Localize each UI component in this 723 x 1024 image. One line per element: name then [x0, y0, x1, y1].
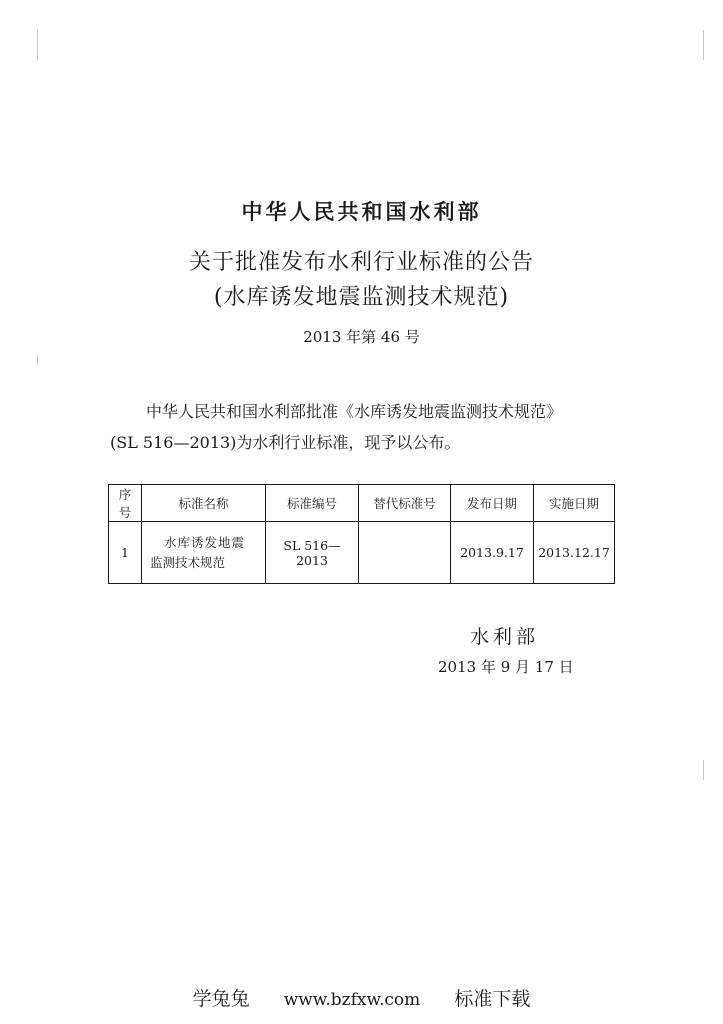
announcement-number: 2013 年第 46 号	[303, 328, 420, 346]
ministry-heading: 中华人民共和国水利部	[241, 199, 482, 224]
body-line-2: (SL 516—2013)为水利行业标准，现予以公布。	[110, 433, 461, 452]
standards-table	[108, 484, 615, 584]
cell-standard-code: SL 516—2013	[266, 522, 359, 584]
header-standard-code: 标准编号	[266, 485, 359, 522]
header-effective-date: 实施日期	[534, 485, 615, 522]
table-row	[109, 522, 615, 584]
header-issue-date: 发布日期	[451, 485, 534, 522]
cell-effective-date: 2013.12.17	[534, 522, 615, 584]
standard-name-line-2: 监测技术规范	[150, 554, 226, 570]
announcement-title: 关于批准发布水利行业标准的公告	[188, 250, 534, 275]
header-replaced-standard: 替代标准号	[359, 485, 451, 522]
body-line-1: 中华人民共和国水利部批准《水库诱发地震监测技术规范》	[146, 402, 563, 421]
cell-replaced-standard	[359, 522, 451, 584]
scan-margin-line-left	[37, 30, 38, 60]
header-standard-name: 标准名称	[142, 485, 266, 522]
cell-serial-no: 1	[109, 522, 142, 584]
scan-margin-line-right-2	[703, 760, 704, 780]
issuer-signature: 水利部	[470, 626, 540, 648]
header-serial-no: 序号	[109, 485, 142, 522]
footer-watermark	[0, 984, 723, 1011]
issue-date: 2013 年 9 月 17 日	[438, 658, 574, 676]
announcement-body	[110, 396, 630, 458]
scan-margin-line-left-2	[37, 355, 38, 365]
cell-issue-date: 2013.9.17	[451, 522, 534, 584]
cell-standard-name	[142, 522, 266, 584]
table-header-row	[109, 485, 615, 522]
footer-url-link[interactable]: www.bzfxw.com	[283, 990, 421, 1010]
footer-tagline: 标准下载	[454, 988, 531, 1010]
announcement-subtitle: (水库诱发地震监测技术规范)	[213, 285, 510, 310]
scan-margin-line-right	[703, 30, 704, 60]
footer-site-name: 学兔兔	[192, 988, 250, 1010]
standard-name-line-1: 水库诱发地震	[164, 534, 246, 550]
